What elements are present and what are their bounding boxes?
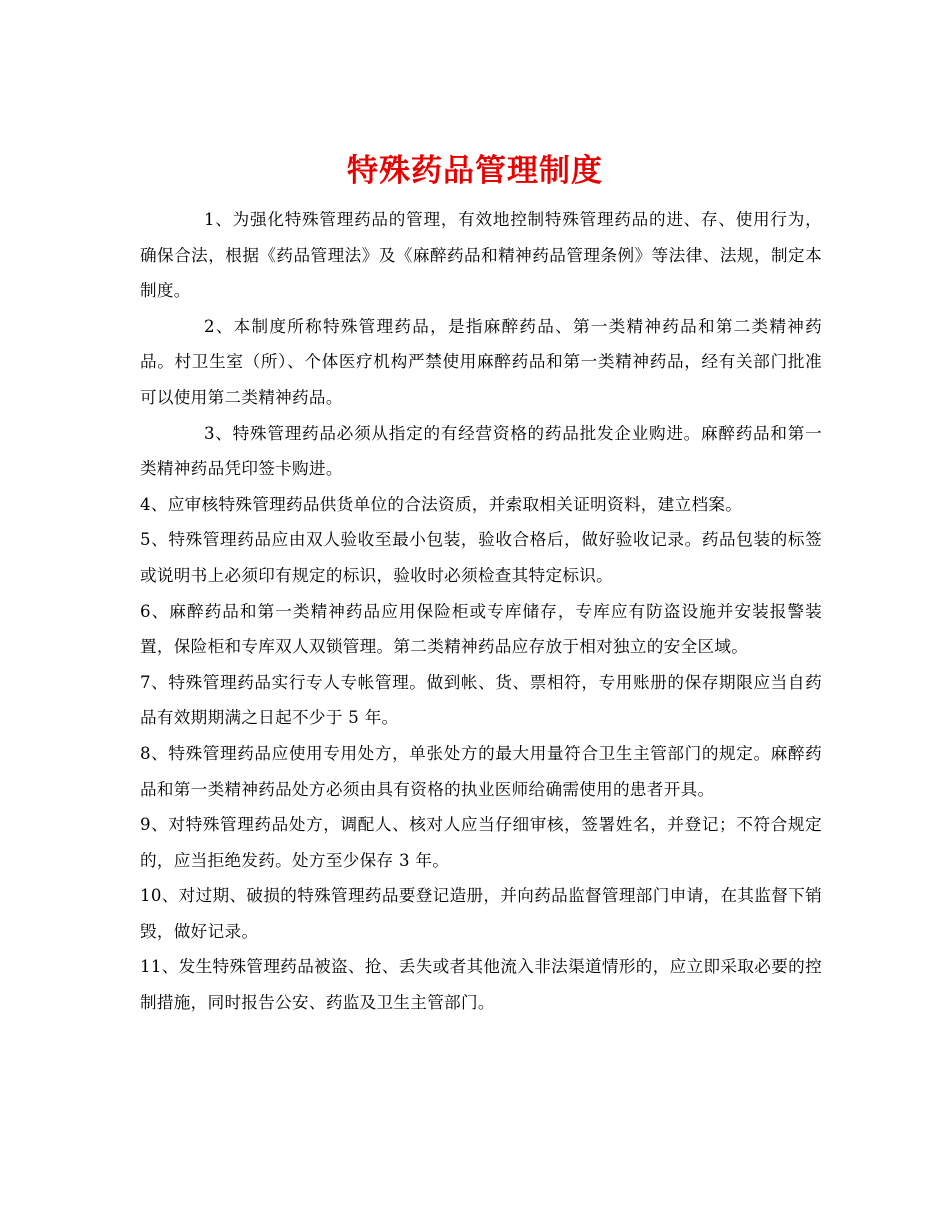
paragraph-7: 7、特殊管理药品实行专人专帐管理。做到帐、货、票相符，专用账册的保存期限应当自药品有效期期满之日起不少于 5 年。 (140, 672, 822, 728)
document-body (140, 202, 822, 1021)
paragraph-11: 11、发生特殊管理药品被盗、抢、丢失或者其他流入非法渠道情形的，应立即采取必要的控制措施，同时报告公安、药监及卫生主管部门。 (140, 957, 822, 1013)
paragraph-10: 10、对过期、破损的特殊管理药品要登记造册，并向药品监督管理部门申请，在其监督下销毁，做好记录。 (140, 886, 822, 941)
paragraph-3: 3、特殊管理药品必须从指定的有经营资格的药品批发企业购进。麻醉药品和第一类精神药品凭印签卡购进。 (140, 423, 822, 479)
paragraph-1: 1、为强化特殊管理药品的管理，有效地控制特殊管理药品的进、存、使用行为，确保合法，根据《药品管理法》及《麻醉药品和精神药品管理条例》等法律、法规，制定本制度。 (140, 210, 822, 301)
paragraph-6: 6、麻醉药品和第一类精神药品应用保险柜或专库储存，专库应有防盗设施并安装报警装置，保险柜和专库双人双锁管理。第二类精神药品应存放于相对独立的安全区域。 (140, 601, 822, 657)
paragraph-9: 9、对特殊管理药品处方，调配人、核对人应当仔细审核，签署姓名，并登记；不符合规定的，应当拒绝发药。处方至少保存 3 年。 (140, 815, 822, 870)
paragraph-8: 8、特殊管理药品应使用专用处方，单张处方的最大用量符合卫生主管部门的规定。麻醉药品和第一类精神药品处方必须由具有资格的执业医师给确需使用的患者开具。 (140, 743, 822, 799)
paragraph-2: 2、本制度所称特殊管理药品，是指麻醉药品、第一类精神药品和第二类精神药品。村卫生室（所）、个体医疗机构严禁使用麻醉药品和第一类精神药品，经有关部门批准可以使用第二类精神药品。 (140, 316, 822, 407)
document-title: 特殊药品管理制度 (347, 152, 603, 189)
paragraph-4: 4、应审核特殊管理药品供货单位的合法资质，并索取相关证明资料，建立档案。 (140, 494, 743, 514)
paragraph-5: 5、特殊管理药品应由双人验收至最小包装，验收合格后，做好验收记录。药品包装的标签或说明书上必须印有规定的标识，验收时必须检查其特定标识。 (140, 530, 822, 585)
